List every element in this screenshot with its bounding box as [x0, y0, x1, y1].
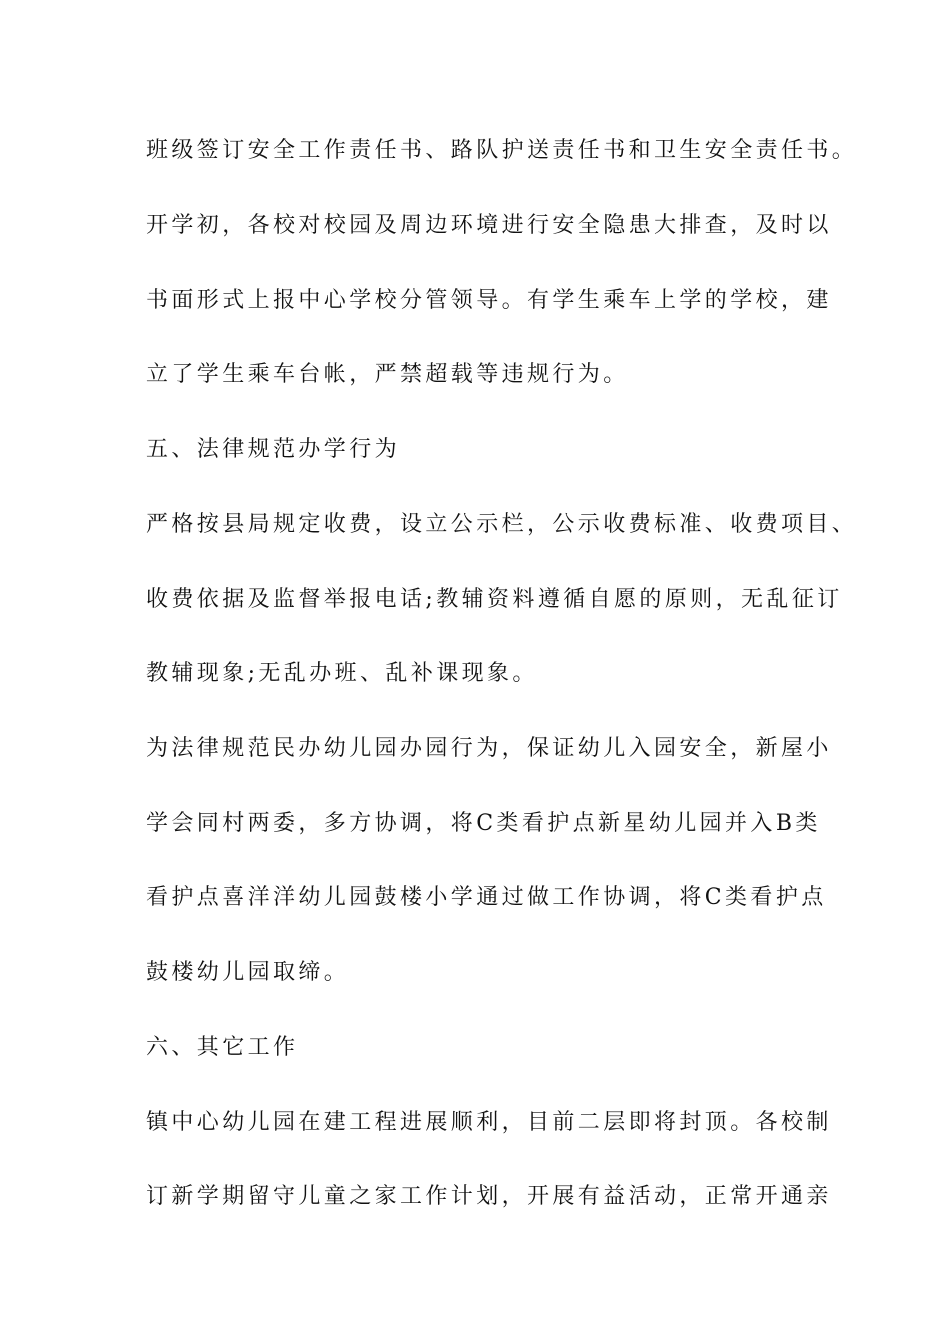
paragraph-line: 立了学生乘车台帐，严禁超载等违规行为。 [146, 362, 629, 387]
paragraph-line: 班级签订安全工作责任书、路队护送责任书和卫生安全责任书。 [146, 138, 858, 163]
paragraph-line: 学会同村两委，多方协调，将C类看护点新星幼儿园并入B类 [146, 811, 821, 836]
paragraph-line: 收费依据及监督举报电话;教辅资料遵循自愿的原则，无乱征订 [146, 587, 843, 612]
paragraph-line: 书面形式上报中心学校分管领导。有学生乘车上学的学校，建 [146, 288, 832, 313]
paragraph-line: 看护点喜洋洋幼儿园鼓楼小学通过做工作协调，将C类看护点 [146, 885, 827, 910]
paragraph-line: 教辅现象;无乱办班、乱补课现象。 [146, 661, 538, 686]
paragraph-line: 鼓楼幼儿园取缔。 [146, 960, 350, 985]
paragraph-line: 镇中心幼儿园在建工程进展顺利，目前二层即将封顶。各校制 [146, 1110, 832, 1135]
paragraph-line: 为法律规范民办幼儿园办园行为，保证幼儿入园安全，新屋小 [146, 736, 832, 761]
paragraph-line: 开学初，各校对校园及周边环境进行安全隐患大排查，及时以 [146, 213, 832, 238]
paragraph-line: 严格按县局规定收费，设立公示栏，公示收费标准、收费项目、 [146, 512, 858, 537]
section-heading: 六、其它工作 [146, 1035, 299, 1060]
section-heading: 五、法律规范办学行为 [146, 437, 401, 462]
paragraph-line: 订新学期留守儿童之家工作计划，开展有益活动，正常开通亲 [146, 1184, 832, 1209]
